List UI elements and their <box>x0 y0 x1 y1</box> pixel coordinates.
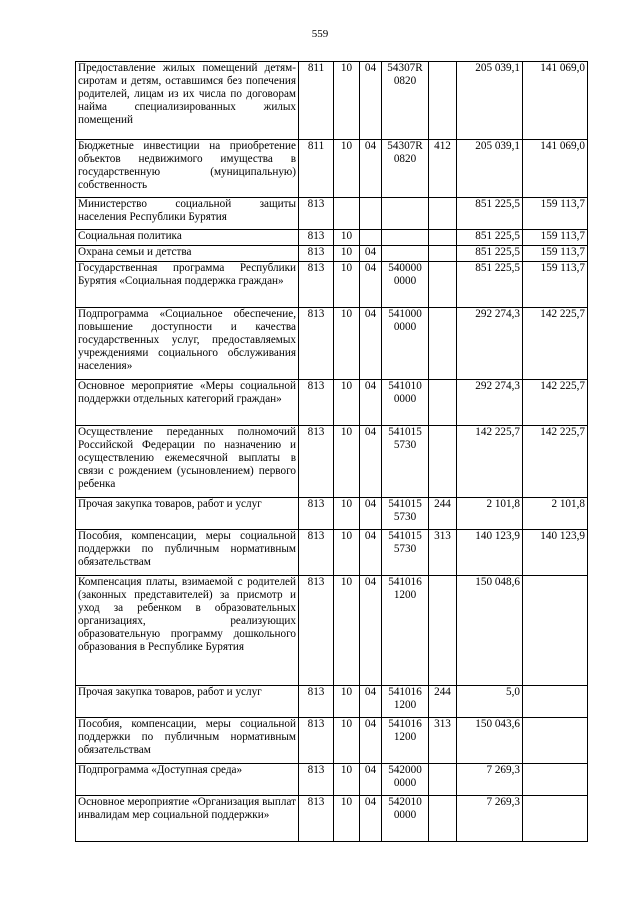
table-row <box>76 686 588 718</box>
row-ministry-code: 813 <box>299 498 334 530</box>
row-ministry-code: 813 <box>299 530 334 576</box>
row-expense-type <box>429 796 457 842</box>
row-amount-2: 159 113,7 <box>523 230 588 246</box>
row-subsection-code: 04 <box>360 764 382 796</box>
row-section-code: 10 <box>334 576 360 686</box>
table-row <box>76 62 588 140</box>
target-article-part-2: 0000 <box>393 393 417 405</box>
table-row <box>76 764 588 796</box>
row-ministry-code: 813 <box>299 380 334 426</box>
row-expense-type <box>429 198 457 230</box>
row-subsection-code: 04 <box>360 62 382 140</box>
row-subsection-code: 04 <box>360 426 382 498</box>
row-ministry-code: 811 <box>299 62 334 140</box>
row-name: Основное мероприятие «Организация выплат инвалидам мер социальной поддержки» <box>76 796 299 842</box>
target-article-part-2: 0000 <box>393 321 417 333</box>
row-target-article <box>382 380 429 426</box>
row-amount-1: 205 039,1 <box>457 62 523 140</box>
budget-table-body <box>76 62 588 842</box>
row-name: Осуществление переданных полномочий Российской Федерации по назначению и осуществлению ежемесячной выплаты в связи с рождением (усыновлением) первого ребенка <box>76 426 299 498</box>
row-section-code: 10 <box>334 426 360 498</box>
row-amount-1: 5,0 <box>457 686 523 718</box>
row-amount-1: 851 225,5 <box>457 230 523 246</box>
row-amount-1: 140 123,9 <box>457 530 523 576</box>
row-ministry-code: 813 <box>299 426 334 498</box>
target-article-part-1: 541016 <box>388 718 422 730</box>
row-amount-1: 150 043,6 <box>457 718 523 764</box>
table-row <box>76 308 588 380</box>
row-ministry-code: 813 <box>299 230 334 246</box>
row-name: Основное мероприятие «Меры социальной поддержки отдельных категорий граждан» <box>76 380 299 426</box>
table-row <box>76 246 588 262</box>
row-section-code: 10 <box>334 686 360 718</box>
row-amount-1: 292 274,3 <box>457 380 523 426</box>
table-row <box>76 718 588 764</box>
table-row <box>76 262 588 308</box>
row-amount-2: 159 113,7 <box>523 198 588 230</box>
row-name: Государственная программа Республики Бурятия «Социальная поддержка граждан» <box>76 262 299 308</box>
row-ministry-code: 811 <box>299 140 334 198</box>
row-amount-1: 150 048,6 <box>457 576 523 686</box>
target-article-part-1: 541000 <box>388 308 422 320</box>
row-amount-1: 851 225,5 <box>457 262 523 308</box>
row-subsection-code: 04 <box>360 246 382 262</box>
row-amount-2: 2 101,8 <box>523 498 588 530</box>
row-amount-2: 141 069,0 <box>523 140 588 198</box>
row-section-code: 10 <box>334 718 360 764</box>
row-name: Социальная политика <box>76 230 299 246</box>
row-section-code: 10 <box>334 796 360 842</box>
row-subsection-code: 04 <box>360 686 382 718</box>
target-article-part-1: 541016 <box>388 686 422 698</box>
row-target-article <box>382 718 429 764</box>
row-amount-2: 142 225,7 <box>523 308 588 380</box>
row-expense-type <box>429 62 457 140</box>
row-ministry-code: 813 <box>299 198 334 230</box>
row-target-article <box>382 62 429 140</box>
target-article-part-2: 5730 <box>393 543 417 555</box>
row-subsection-code: 04 <box>360 308 382 380</box>
table-row <box>76 198 588 230</box>
row-expense-type: 412 <box>429 140 457 198</box>
row-amount-1: 7 269,3 <box>457 764 523 796</box>
row-section-code: 10 <box>334 380 360 426</box>
row-amount-2: 159 113,7 <box>523 246 588 262</box>
target-article-part-1: 540000 <box>388 262 422 274</box>
row-subsection-code: 04 <box>360 380 382 426</box>
row-expense-type <box>429 246 457 262</box>
row-amount-2: 159 113,7 <box>523 262 588 308</box>
row-expense-type <box>429 426 457 498</box>
table-row <box>76 380 588 426</box>
row-target-article <box>382 530 429 576</box>
row-section-code: 10 <box>334 308 360 380</box>
target-article-part-2: 5730 <box>393 511 417 523</box>
target-article-part-1: 542010 <box>388 796 422 808</box>
row-expense-type <box>429 262 457 308</box>
row-expense-type <box>429 308 457 380</box>
target-article-part-2: 0820 <box>393 153 417 165</box>
row-target-article <box>382 230 429 246</box>
row-target-article <box>382 262 429 308</box>
target-article-part-1: 541015 <box>388 530 422 542</box>
row-amount-1: 7 269,3 <box>457 796 523 842</box>
row-expense-type: 313 <box>429 530 457 576</box>
page-number: 559 <box>311 28 329 40</box>
row-amount-2: 140 123,9 <box>523 530 588 576</box>
target-article-part-1: 541015 <box>388 498 422 510</box>
row-target-article <box>382 764 429 796</box>
row-ministry-code: 813 <box>299 576 334 686</box>
table-row <box>76 426 588 498</box>
row-subsection-code: 04 <box>360 262 382 308</box>
row-amount-2 <box>523 764 588 796</box>
row-section-code <box>334 198 360 230</box>
row-amount-1: 205 039,1 <box>457 140 523 198</box>
row-amount-2: 141 069,0 <box>523 62 588 140</box>
row-name: Пособия, компенсации, меры социальной поддержки по публичным нормативным обязательствам <box>76 530 299 576</box>
row-name: Министерство социальной защиты населения Республики Бурятия <box>76 198 299 230</box>
row-name: Прочая закупка товаров, работ и услуг <box>76 686 299 718</box>
target-article-part-1: 541010 <box>388 380 422 392</box>
row-amount-1: 851 225,5 <box>457 246 523 262</box>
table-row <box>76 576 588 686</box>
row-target-article <box>382 498 429 530</box>
row-subsection-code: 04 <box>360 530 382 576</box>
target-article-part-1: 542000 <box>388 764 422 776</box>
row-ministry-code: 813 <box>299 246 334 262</box>
row-subsection-code <box>360 230 382 246</box>
row-amount-2 <box>523 686 588 718</box>
table-row <box>76 230 588 246</box>
row-target-article <box>382 686 429 718</box>
row-target-article <box>382 426 429 498</box>
row-section-code: 10 <box>334 62 360 140</box>
row-name: Прочая закупка товаров, работ и услуг <box>76 498 299 530</box>
target-article-part-2: 1200 <box>393 731 417 743</box>
target-article-part-1: 54307R <box>387 62 423 74</box>
row-ministry-code: 813 <box>299 718 334 764</box>
target-article-part-2: 0000 <box>393 809 417 821</box>
target-article-part-1: 54307R <box>387 140 423 152</box>
row-subsection-code: 04 <box>360 796 382 842</box>
row-ministry-code: 813 <box>299 796 334 842</box>
row-subsection-code: 04 <box>360 498 382 530</box>
target-article-part-2: 0000 <box>393 777 417 789</box>
row-expense-type <box>429 764 457 796</box>
row-amount-2 <box>523 576 588 686</box>
row-target-article <box>382 140 429 198</box>
row-name: Бюджетные инвестиции на приобретение объектов недвижимого имущества в государственную (муниципальную) собственность <box>76 140 299 198</box>
row-name: Компенсация платы, взимаемой с родителей (законных представителей) за присмотр и уход за ребенком в образовательных организациях, реализующих образовательную программу дошкольного образования в Республике Бурятия <box>76 576 299 686</box>
row-section-code: 10 <box>334 246 360 262</box>
row-ministry-code: 813 <box>299 686 334 718</box>
row-amount-2 <box>523 718 588 764</box>
budget-table <box>75 61 588 842</box>
row-subsection-code: 04 <box>360 718 382 764</box>
row-ministry-code: 813 <box>299 262 334 308</box>
row-amount-2: 142 225,7 <box>523 380 588 426</box>
row-section-code: 10 <box>334 764 360 796</box>
table-row <box>76 498 588 530</box>
target-article-part-2: 5730 <box>393 439 417 451</box>
row-amount-1: 2 101,8 <box>457 498 523 530</box>
row-subsection-code <box>360 198 382 230</box>
row-expense-type: 313 <box>429 718 457 764</box>
row-name: Подпрограмма «Социальное обеспечение, повышение доступности и качества государственных услуг, предоставляемых учреждениями социального обслуживания населения» <box>76 308 299 380</box>
row-target-article <box>382 796 429 842</box>
row-target-article <box>382 246 429 262</box>
row-amount-1: 142 225,7 <box>457 426 523 498</box>
target-article-part-2: 0000 <box>393 275 417 287</box>
row-section-code: 10 <box>334 498 360 530</box>
table-row <box>76 140 588 198</box>
row-amount-2 <box>523 796 588 842</box>
table-row <box>76 796 588 842</box>
row-section-code: 10 <box>334 262 360 308</box>
row-section-code: 10 <box>334 140 360 198</box>
row-amount-1: 851 225,5 <box>457 198 523 230</box>
row-expense-type <box>429 230 457 246</box>
target-article-part-2: 1200 <box>393 589 417 601</box>
row-expense-type <box>429 380 457 426</box>
table-row <box>76 530 588 576</box>
row-amount-2: 142 225,7 <box>523 426 588 498</box>
row-amount-1: 292 274,3 <box>457 308 523 380</box>
row-target-article <box>382 198 429 230</box>
row-subsection-code: 04 <box>360 576 382 686</box>
row-name: Охрана семьи и детства <box>76 246 299 262</box>
target-article-part-2: 1200 <box>393 699 417 711</box>
row-section-code: 10 <box>334 230 360 246</box>
row-ministry-code: 813 <box>299 308 334 380</box>
row-name: Подпрограмма «Доступная среда» <box>76 764 299 796</box>
row-target-article <box>382 308 429 380</box>
row-name: Пособия, компенсации, меры социальной поддержки по публичным нормативным обязательствам <box>76 718 299 764</box>
row-name: Предоставление жилых помещений детям-сиротам и детям, оставшимся без попечения родителей, лицам из их числа по договорам найма специализированных жилых помещений <box>76 62 299 140</box>
row-ministry-code: 813 <box>299 764 334 796</box>
row-expense-type <box>429 576 457 686</box>
target-article-part-2: 0820 <box>393 75 417 87</box>
target-article-part-1: 541016 <box>388 576 422 588</box>
row-expense-type: 244 <box>429 498 457 530</box>
row-target-article <box>382 576 429 686</box>
row-section-code: 10 <box>334 530 360 576</box>
target-article-part-1: 541015 <box>388 426 422 438</box>
row-subsection-code: 04 <box>360 140 382 198</box>
row-expense-type: 244 <box>429 686 457 718</box>
